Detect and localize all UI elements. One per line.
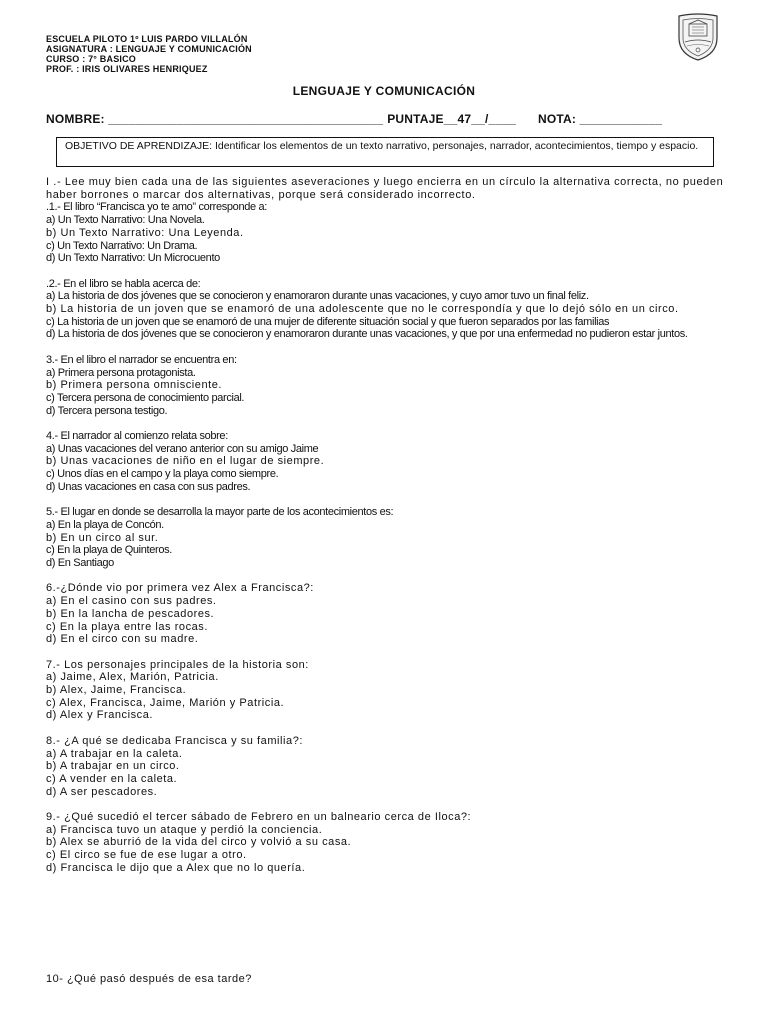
question-4: [46, 430, 726, 494]
option-a[interactable]: a) Francisca tuvo un ataque y perdió la conciencia.: [46, 823, 323, 836]
learning-objective-box: [56, 137, 714, 167]
page-title: LENGUAJE Y COMUNICACIÓN: [292, 84, 476, 98]
school-name: ESCUELA PILOTO 1º LUIS PARDO VILLALÓN: [46, 34, 248, 44]
option-b[interactable]: b) La historia de un joven que se enamoró de una adolescente que no le correspondía y que lo dejó sólo en un circo.: [46, 303, 679, 316]
option-d[interactable]: d) Unas vacaciones en casa con sus padres.: [46, 480, 251, 493]
grade-line: CURSO : 7° BASICO: [46, 54, 137, 64]
option-c[interactable]: c) Tercera persona de conocimiento parcial.: [46, 391, 245, 404]
option-b[interactable]: b) En un circo al sur.: [46, 531, 159, 544]
option-a[interactable]: a) En el casino con sus padres.: [46, 595, 217, 608]
question-2: [46, 278, 726, 342]
question-prompt: 7.- Los personajes principales de la historia son:: [46, 658, 309, 671]
option-b[interactable]: b) Primera persona omnisciente.: [46, 379, 223, 392]
option-a[interactable]: a) La historia de dos jóvenes que se conocieron y enamoraron durante unas vacaciones, y cuyo amor tuvo un final feliz.: [46, 290, 589, 303]
option-b[interactable]: b) Alex, Jaime, Francisca.: [46, 684, 187, 697]
option-d[interactable]: d) En Santiago: [46, 557, 114, 570]
grade-field[interactable]: NOTA: ____________: [538, 112, 663, 126]
question-10-prompt: 10- ¿Qué pasó después de esa tarde?: [46, 973, 252, 985]
option-d[interactable]: d) A ser pescadores.: [46, 785, 158, 798]
option-b[interactable]: b) Alex se aburrió de la vida del circo y volvió a su casa.: [46, 836, 352, 849]
option-a[interactable]: a) Unas vacaciones del verano anterior con su amigo Jaime: [46, 442, 319, 455]
option-a[interactable]: a) A trabajar en la caleta.: [46, 747, 183, 760]
option-c[interactable]: c) En la playa de Quinteros.: [46, 544, 172, 557]
student-info-row: [46, 112, 662, 126]
question-prompt: .1.- El libro “Francisca yo te amo” corresponde a:: [46, 201, 267, 214]
question-prompt: 6.-¿Dónde vio por primera vez Alex a Francisca?:: [46, 582, 314, 595]
question-8: [46, 735, 726, 799]
option-d[interactable]: d) Alex y Francisca.: [46, 709, 153, 722]
option-d[interactable]: d) La historia de dos jóvenes que se conocieron y enamoraron durante unas vacaciones, y que por una enfermedad no pudieron estar juntos.: [46, 328, 688, 341]
option-a[interactable]: a) En la playa de Concón.: [46, 518, 164, 531]
teacher-line: PROF. : IRIS OLIVARES HENRIQUEZ: [46, 64, 208, 74]
questions-section: [46, 176, 726, 887]
question-7: [46, 659, 726, 723]
question-3: [46, 354, 726, 418]
subject-line: ASIGNATURA : LENGUAJE Y COMUNICACIÓN: [46, 44, 252, 54]
question-9: [46, 811, 726, 875]
objective-label: OBJETIVO DE APRENDIZAJE:: [65, 140, 213, 152]
option-d[interactable]: d) Un Texto Narrativo: Un Microcuento: [46, 252, 220, 265]
question-prompt: .2.- En el libro se habla acerca de:: [46, 277, 201, 290]
objective-text: Identificar los elementos de un texto narrativo, personajes, narrador, acontecimientos, tiempo y espacio.: [214, 140, 699, 152]
option-c[interactable]: c) A vender en la caleta.: [46, 772, 178, 785]
question-5: [46, 506, 726, 570]
option-d[interactable]: d) Tercera persona testigo.: [46, 404, 168, 417]
option-c[interactable]: c) Un Texto Narrativo: Un Drama.: [46, 239, 198, 252]
question-prompt: 5.- El lugar en donde se desarrolla la mayor parte de los acontecimientos es:: [46, 506, 394, 519]
option-a[interactable]: a) Jaime, Alex, Marión, Patricia.: [46, 671, 219, 684]
option-a[interactable]: a) Primera persona protagonista.: [46, 366, 196, 379]
option-b[interactable]: b) A trabajar en un circo.: [46, 760, 180, 773]
score-field[interactable]: PUNTAJE__47__/____: [387, 112, 517, 126]
option-d[interactable]: d) En el circo con su madre.: [46, 633, 199, 646]
option-b[interactable]: b) Unas vacaciones de niño en el lugar de siempre.: [46, 455, 325, 468]
option-b[interactable]: b) Un Texto Narrativo: Una Leyenda.: [46, 226, 244, 239]
spacer: [520, 112, 534, 126]
question-prompt: 3.- En el libro el narrador se encuentra en:: [46, 353, 237, 366]
option-c[interactable]: c) La historia de un joven que se enamoró de una mujer de diferente situación social y que fueron separados por las familias: [46, 315, 610, 328]
question-prompt: 4.- El narrador al comienzo relata sobre:: [46, 430, 228, 443]
option-a[interactable]: a) Un Texto Narrativo: Una Novela.: [46, 214, 205, 227]
school-header: [46, 34, 252, 74]
option-c[interactable]: c) Unos días en el campo y la playa como siempre.: [46, 468, 279, 481]
option-c[interactable]: c) El circo se fue de ese lugar a otro.: [46, 849, 247, 862]
instructions: I .- Lee muy bien cada una de las siguientes aseveraciones y luego encierra en un círculo la alternativa correcta, no pueden haber borrones o marcar dos alternativas, porque será considerado incorrecto.: [46, 176, 724, 201]
option-c[interactable]: c) Alex, Francisca, Jaime, Marión y Patricia.: [46, 696, 285, 709]
question-6: [46, 582, 726, 646]
school-crest-icon: [675, 12, 721, 62]
option-d[interactable]: d) Francisca le dijo que a Alex que no lo quería.: [46, 861, 306, 874]
question-prompt: 9.- ¿Qué sucedió el tercer sábado de Febrero en un balneario cerca de Iloca?:: [46, 811, 472, 824]
name-field[interactable]: NOMBRE: ________________________________________: [46, 112, 384, 126]
option-c[interactable]: c) En la playa entre las rocas.: [46, 620, 208, 633]
question-prompt: 8.- ¿A qué se dedicaba Francisca y su familia?:: [46, 734, 303, 747]
question-1: [46, 201, 726, 265]
option-b[interactable]: b) En la lancha de pescadores.: [46, 607, 215, 620]
